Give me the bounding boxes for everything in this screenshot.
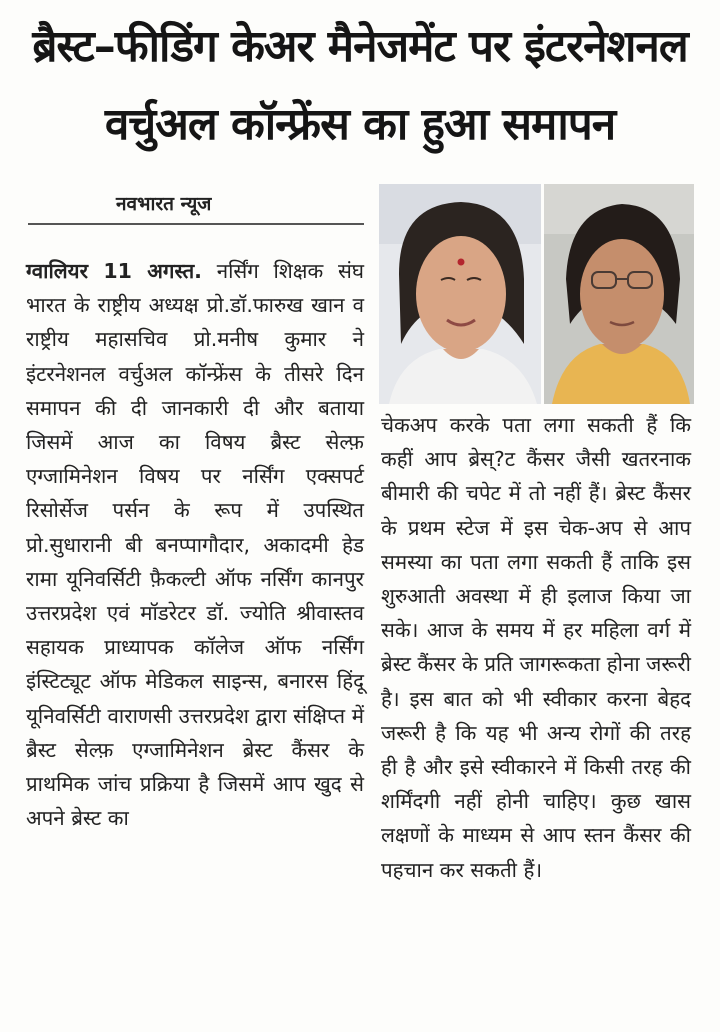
right-column: चेकअप करके पता लगा सकती हैं कि कहीं आप ब्रेस्?ट कैंसर जैसी खतरनाक बीमारी की चपेट में तो नहीं हैं। ब्रेस्ट कैंसर के प्रथम स्टेज में इस चेक-अप से आप समस्या का पता लगा सकती हैं ताकि इस शुरुआती अवस्था में ही इलाज किया जा सके। आज के समय में हर महिला वर्ग में ब्रेस्ट कैंसर के प्रति जागरूकता होना जरूरी है। इस बात को भी स्वीकार करना बेहद जरूरी है कि यह भी अन्य रोगों की तरह ही है और इसे स्वीकारने में किसी तरह की शर्मिंदगी नहीं होनी चाहिए। कुछ खास लक्षणों के माध्यम से आप स्तन कैंसर की पहचान कर सकती हैं। — [381, 413, 691, 882]
headline — [0, 8, 720, 164]
photo-strip — [379, 184, 694, 404]
woman-with-glasses-portrait-photo — [544, 184, 694, 404]
woman-portrait-photo — [379, 184, 541, 404]
left-column-text: नर्सिंग शिक्षक संघ भारत के राष्ट्रीय अध्यक्ष प्रो.डॉ.फारुख खान व राष्ट्रीय महासचिव प्रो.मनीष कुमार ने इंटरनेशनल वर्चुअल कॉन्फ्रेंस के तीसरे दिन समापन की दी जानकारी दी और बताया जिसमें आज का विषय ब्रैस्ट सेल्फ़ एग्जामिनेशन विषय पर नर्सिंग एक्सपर्ट रिसोर्सेज पर्सन के रूप में उपस्थित प्रो.सुधारानी बी बनप्पागौदार, अकादमी हेड रामा यूनिवर्सिटी फ़ैकल्टी ऑफ नर्सिंग कानपुर उत्तरप्रदेश एवं मॉडरेटर डॉ. ज्योति श्रीवास्तव सहायक प्राध्यापक कॉलेज ऑफ नर्सिंग इंस्टिट्यूट ऑफ मेडिकल साइन्स, बनारस हिंदू यूनिवर्सिटी वाराणसी उत्तरप्रदेश द्वारा संक्षिप्त में ब्रैस्ट सेल्फ़ एग्जामिनेशन ब्रेस्ट कैंसर के प्राथमिक जांच प्रक्रिया है जिसमें आप खुद से अपने ब्रेस्ट का — [26, 259, 364, 831]
headline-line-1: ब्रैस्ट–फीडिंग केअर मैनेजमेंट पर इंटरनेशनल — [32, 21, 688, 72]
left-column — [26, 254, 364, 835]
byline: नवभारत न्यूज — [116, 193, 212, 215]
dateline: ग्वालियर 11 अगस्त. — [26, 259, 202, 283]
headline-line-2: वर्चुअल कॉन्फ्रेंस का हुआ समापन — [104, 99, 616, 150]
byline-divider — [28, 223, 364, 225]
